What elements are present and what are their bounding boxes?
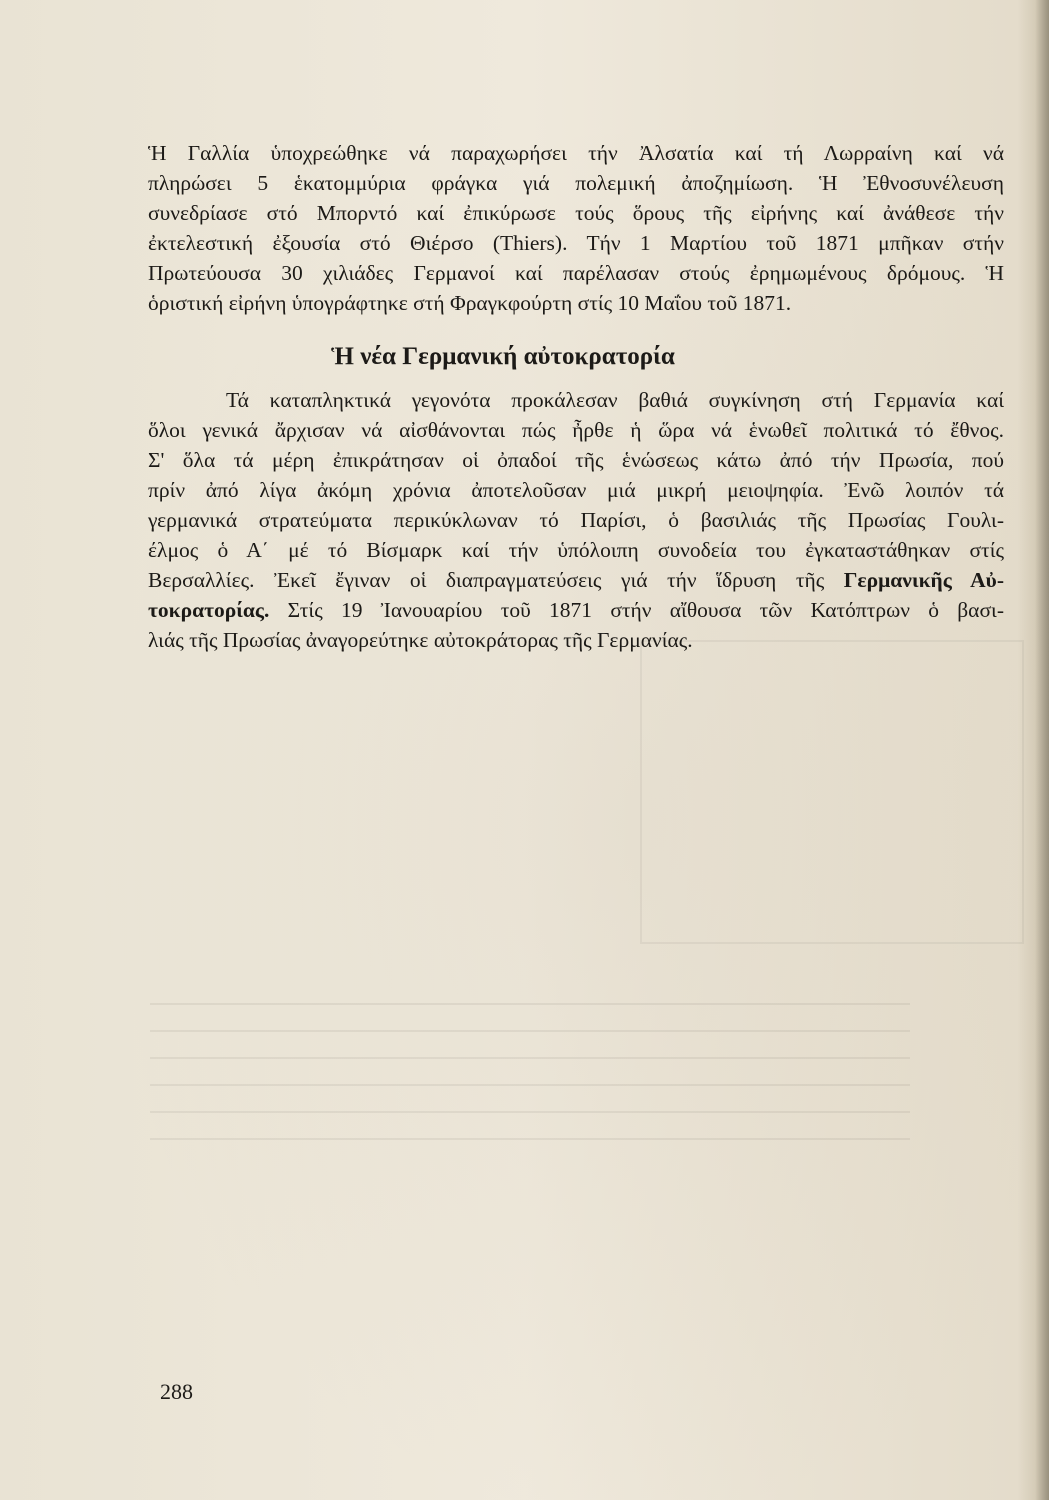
paragraph-treaty [148, 138, 1004, 318]
text-line: Τά καταπληκτικά γεγονότα προκάλεσαν βαθιά συγκίνηση στή Γερμανία καί [226, 388, 1004, 412]
text-segment: Βερσαλλίες. Ἐκεῖ ἔγιναν οἱ διαπραγματεύσεις γιά τήν ἵδρυση τῆς [148, 568, 844, 592]
bold-term: Γερμανικῆς Αὐ- [843, 568, 1004, 592]
section-heading: Ἡ νέα Γερμανική αὐτοκρατορία [331, 343, 675, 370]
text-line: Πρωτεύουσα 30 χιλιάδες Γερμανοί καί παρέλασαν στούς ἐρημωμένους δρόμους. Ἡ [148, 261, 1004, 285]
page-edge-shadow [1035, 0, 1049, 1500]
bold-term: τοκρατορίας. [148, 598, 270, 622]
text-line: έλμος ὁ Α΄ μέ τό Βίσμαρκ καί τήν ὑπόλοιπη συνοδεία του ἐγκαταστάθηκαν στίς [148, 538, 1004, 562]
show-through-map [640, 640, 1024, 944]
text-segment: Στίς 19 Ἰανουαρίου τοῦ 1871 στήν αἴθουσα τῶν Κατόπτρων ὁ βασι- [269, 598, 1004, 622]
show-through-text [150, 980, 910, 1140]
text-line: γερμανικά στρατεύματα περικύκλωναν τό Παρίσι, ὁ βασιλιάς τῆς Πρωσίας Γουλι- [148, 508, 1004, 532]
text-line: συνεδρίασε στό Μπορντό καί ἐπικύρωσε τούς ὅρους τῆς εἰρήνης καί ἀνάθεσε τήν [148, 201, 1004, 225]
paragraph-empire [148, 385, 1004, 655]
text-line: ἐκτελεστική ἐξουσία στό Θιέρσο (Thiers). Τήν 1 Μαρτίου τοῦ 1871 μπῆκαν στήν [148, 231, 1004, 255]
text-line: Ἡ Γαλλία ὑποχρεώθηκε νά παραχωρήσει τήν Ἀλσατία καί τή Λωρραίνη καί νά [148, 141, 1004, 165]
text-line: πληρώσει 5 ἑκατομμύρια φράγκα γιά πολεμική ἀποζημίωση. Ἡ Ἐθνοσυνέλευση [148, 171, 1004, 195]
text-line: Σ' ὅλα τά μέρη ἐπικράτησαν οἱ ὀπαδοί τῆς ἑνώσεως κάτω ἀπό τήν Πρωσία, πού [148, 448, 1004, 472]
text-line: λιάς τῆς Πρωσίας ἀναγορεύτηκε αὐτοκράτορας τῆς Γερμανίας. [148, 628, 693, 652]
text-line: ὁριστική εἰρήνη ὑπογράφτηκε στή Φραγκφούρτη στίς 10 Μαΐου τοῦ 1871. [148, 291, 792, 315]
text-line [148, 595, 1004, 625]
text-line [148, 565, 1004, 595]
page-number: 288 [160, 1379, 193, 1404]
text-line: πρίν ἀπό λίγα ἀκόμη χρόνια ἀποτελοῦσαν μιά μικρή μειοψηφία. Ἐνῶ λοιπόν τά [148, 478, 1004, 502]
text-line: ὅλοι γενικά ἄρχισαν νά αἰσθάνονται πώς ἦρθε ἡ ὥρα νά ἑνωθεῖ πολιτικά τό ἔθνος. [148, 418, 1004, 442]
